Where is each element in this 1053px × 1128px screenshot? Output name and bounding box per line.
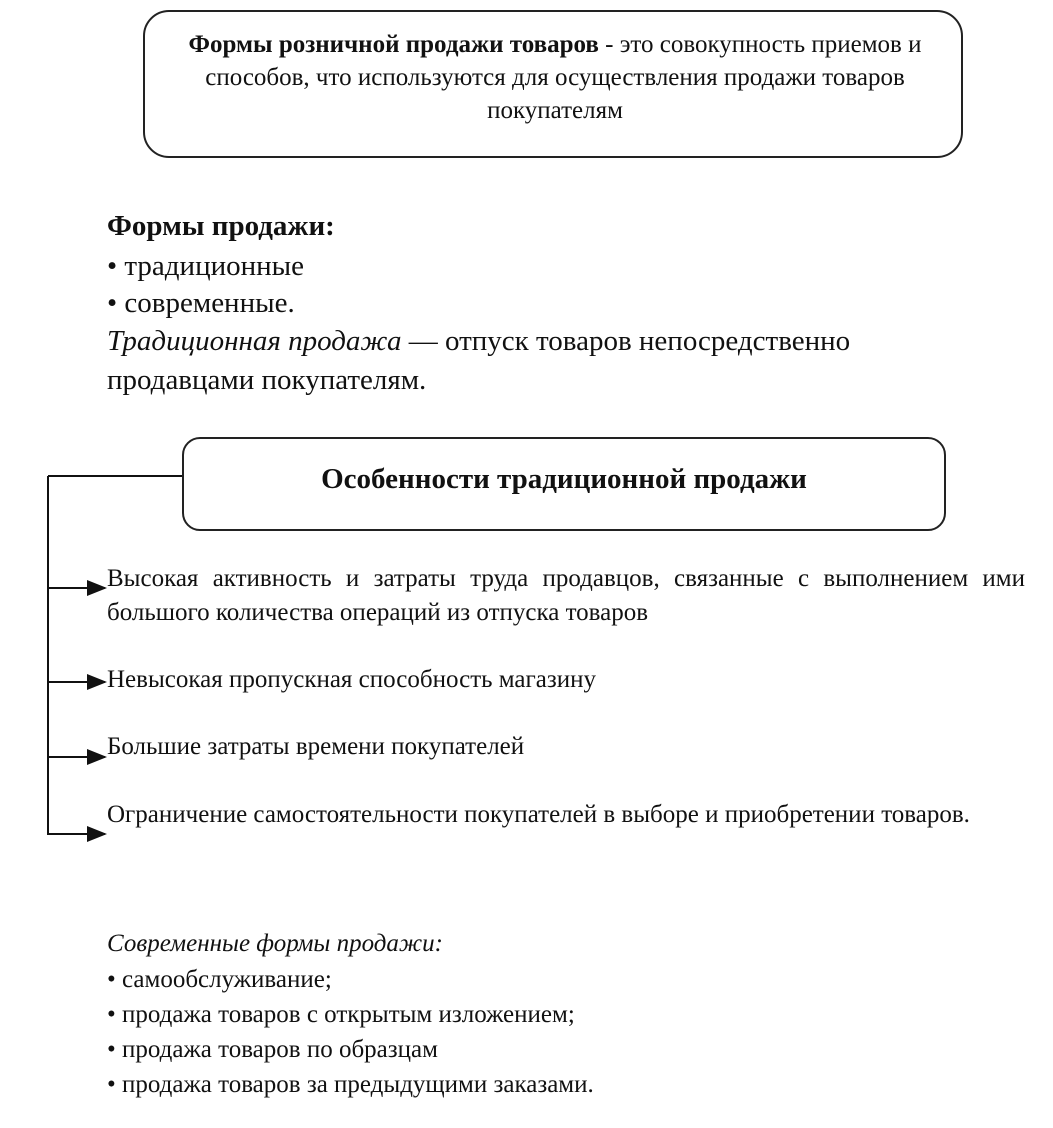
traditional-rest: — отпуск товаров непосредственно продавцами покупателям. [107, 325, 851, 396]
definition-term: Формы розничной продажи товаров [188, 31, 599, 58]
features-heading: Особенности традиционной продажи [321, 462, 807, 495]
modern-item: • самообслуживание; [107, 966, 332, 993]
feature-item: Невысокая пропускная способность магазину [107, 666, 597, 693]
traditional-term: Традиционная продажа [107, 325, 402, 357]
feature-item: Ограничение самостоятельности покупателей в выборе и приобретении товаров. [107, 801, 970, 828]
modern-forms-title: Современные формы продажи: [107, 930, 444, 957]
modern-item: • продажа товаров по образцам [107, 1036, 438, 1063]
modern-item: • продажа товаров за предыдущими заказами. [107, 1071, 594, 1098]
feature-item: Высокая активность и затраты труда продавцов, связанные с выполнением ими большого количества операций из отпуска товаров [107, 565, 1025, 626]
definition-rest: - это совокупность приемов и способов, что используются для осуществления продажи товаров покупателям [205, 31, 922, 124]
forms-title: Формы продажи: [107, 210, 335, 242]
forms-item-modern: • современные. [107, 287, 295, 319]
feature-item: Большие затраты времени покупателей [107, 733, 525, 760]
modern-item: • продажа товаров с открытым изложением; [107, 1001, 575, 1028]
forms-item-traditional: • традиционные [107, 250, 305, 282]
